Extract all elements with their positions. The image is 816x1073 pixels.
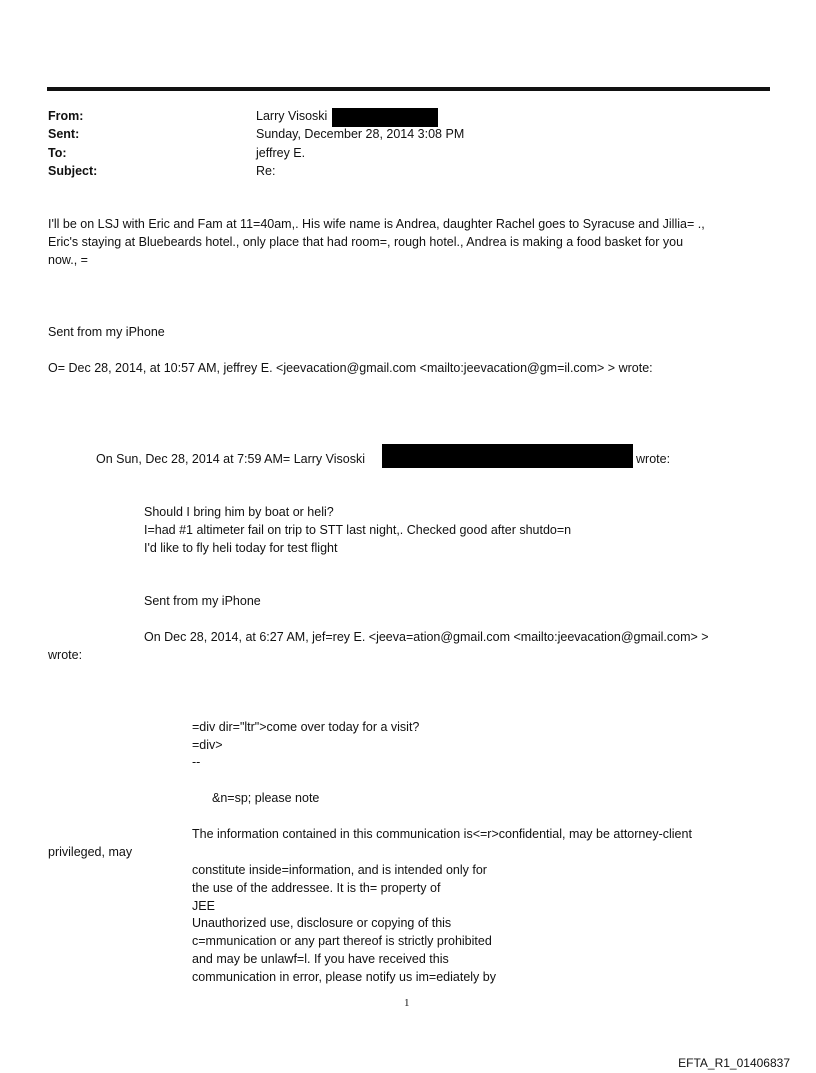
deep-confidential-6: and may be unlawf=l. If you have received this: [192, 952, 449, 966]
body-line-1: I'll be on LSJ with Eric and Fam at 11=40am,. His wife name is Andrea, daughter Rachel goes to Syracuse and Jillia= .,: [48, 217, 705, 231]
deep-line-2: =div>: [192, 738, 223, 752]
redaction-box: [382, 444, 633, 468]
deep-line-3: --: [192, 755, 201, 769]
deep-note: &n=sp; please note: [212, 791, 320, 805]
nested-line-3: I'd like to fly heli today for test flight: [144, 541, 338, 555]
to-value: jeffrey E.: [256, 146, 306, 160]
deep-privileged: privileged, may: [48, 845, 133, 859]
deep-confidential-3: JEE: [192, 899, 215, 913]
nested-line-1: Should I bring him by boat or heli?: [144, 505, 334, 519]
deep-line-1: =div dir="ltr">come over today for a visit?: [192, 720, 420, 734]
sent-from-iphone: Sent from my iPhone: [48, 325, 165, 339]
deep-info: The information contained in this communication is<=r>confidential, may be attorney-client: [192, 827, 692, 841]
quote-header-3: On Dec 28, 2014, at 6:27 AM, jef=rey E. <jeeva=ation@gmail.com <mailto:jeevacation@gmail.com> >: [144, 630, 709, 644]
nested-sent-from-iphone: Sent from my iPhone: [144, 594, 261, 608]
deep-confidential-1: constitute inside=information, and is intended only for: [192, 863, 487, 877]
subject-value: Re:: [256, 164, 276, 178]
nested-line-2: I=had #1 altimeter fail on trip to STT last night,. Checked good after shutdo=n: [144, 523, 572, 537]
deep-confidential-2: the use of the addressee. It is th= property of: [192, 881, 441, 895]
deep-confidential-5: c=mmunication or any part thereof is strictly prohibited: [192, 934, 492, 948]
document-id: EFTA_R1_01406837: [678, 1056, 790, 1070]
body-line-3: now., =: [48, 253, 88, 267]
quote-header-1: O= Dec 28, 2014, at 10:57 AM, jeffrey E. <jeevacation@gmail.com <mailto:jeevacation@gm=il.com> > wrote:: [48, 361, 653, 375]
from-label: From:: [48, 109, 84, 123]
deep-confidential-4: Unauthorized use, disclosure or copying of this: [192, 916, 452, 930]
sent-value: Sunday, December 28, 2014 3:08 PM: [256, 127, 465, 141]
body-line-2: Eric's staying at Bluebeards hotel., only place that had room=, rough hotel., Andrea is making a food basket for you: [48, 235, 684, 249]
to-label: To:: [48, 146, 67, 160]
quote-header-3-wrote: wrote:: [48, 648, 83, 662]
quote-header-2-wrote: wrote:: [636, 452, 671, 466]
from-value: Larry Visoski: [256, 109, 328, 123]
deep-confidential-7: communication in error, please notify us im=ediately by: [192, 970, 496, 984]
header-rule: [47, 87, 770, 91]
sent-label: Sent:: [48, 127, 80, 141]
page-number: 1: [404, 997, 410, 1009]
quote-header-2: On Sun, Dec 28, 2014 at 7:59 AM= Larry Visoski: [96, 452, 366, 466]
subject-label: Subject:: [48, 164, 98, 178]
